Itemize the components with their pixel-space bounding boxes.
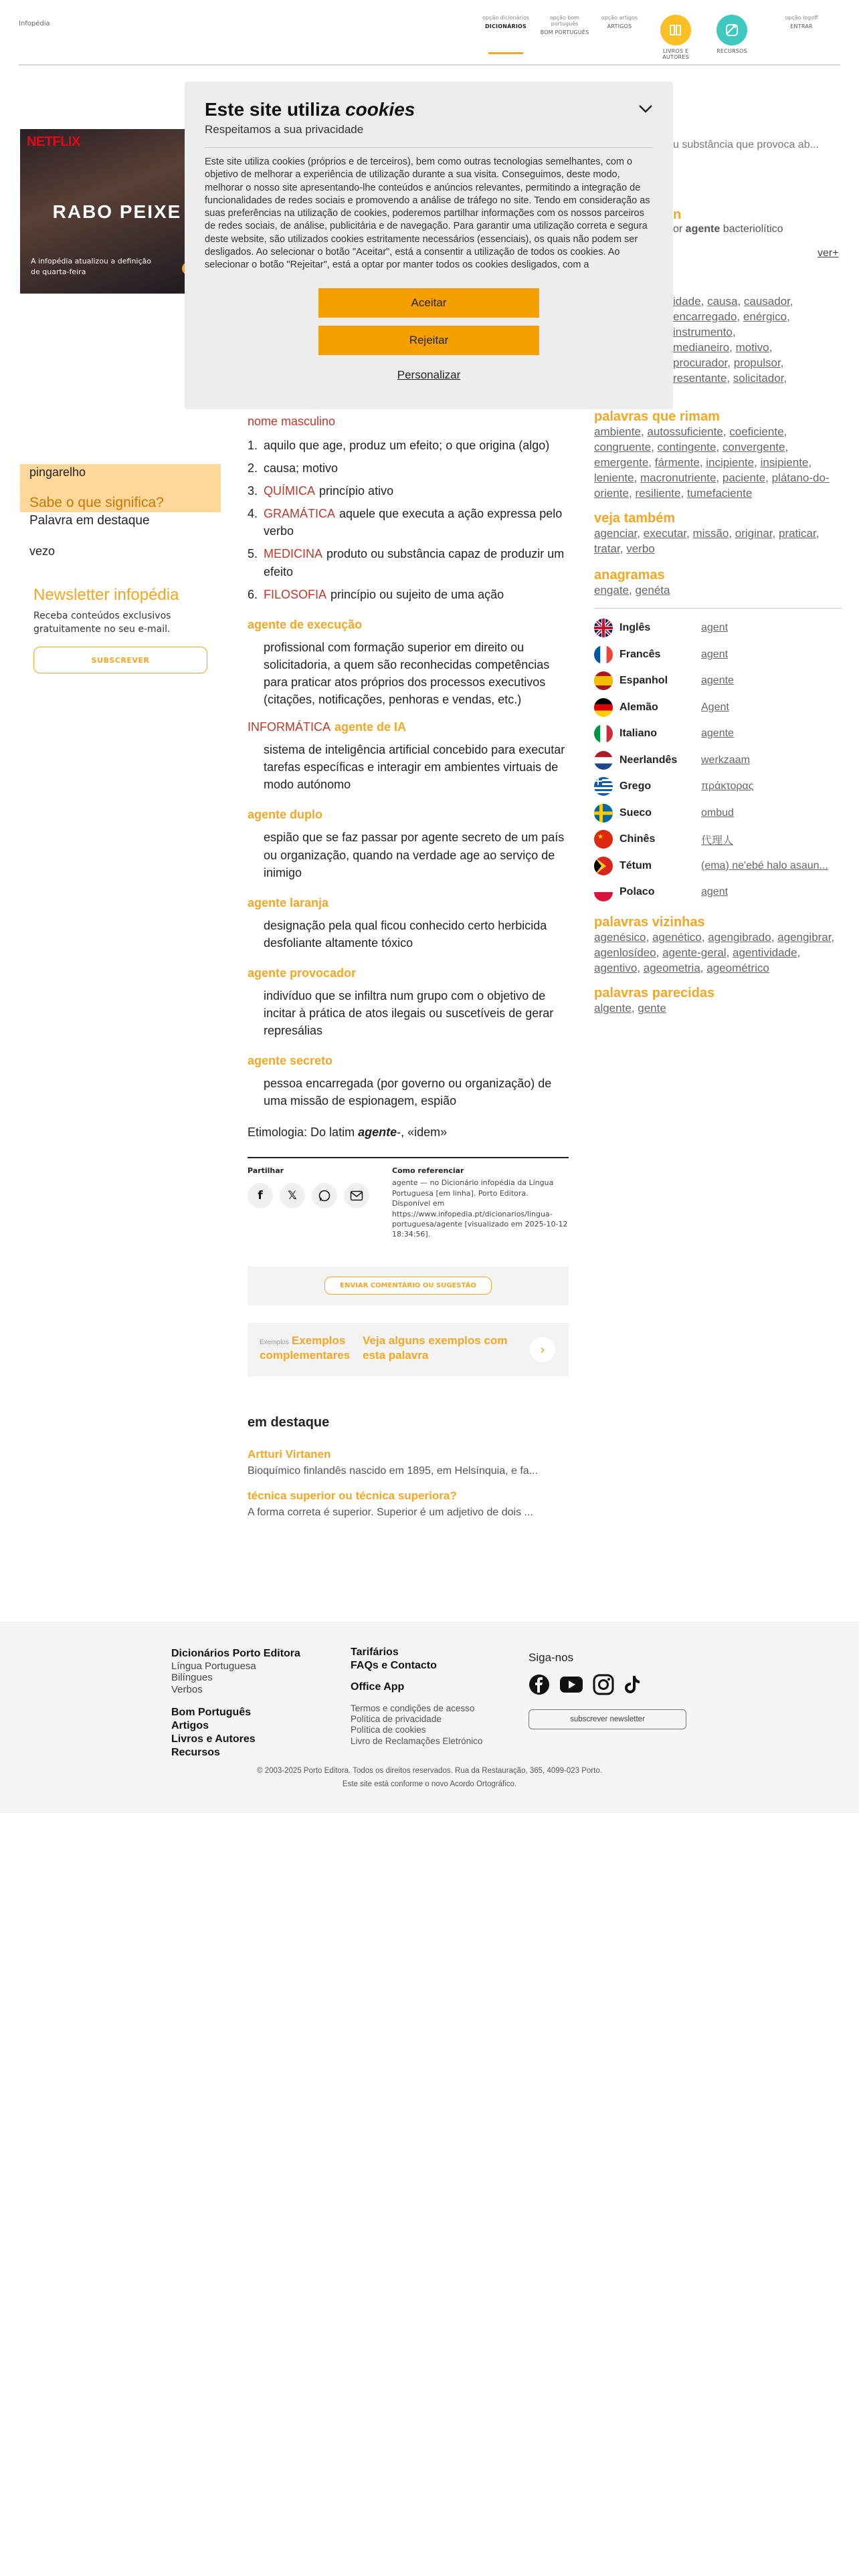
expression-definition: designação pela qual ficou conhecido certo herbicida desfoliante altamente tóxico [264, 918, 547, 950]
destaque-item[interactable] [248, 1448, 569, 1477]
sense-text: princípio ou sujeito de uma ação [330, 587, 504, 601]
frag3-pre: or [673, 223, 686, 235]
customize-cookies-link[interactable]: Personalizar [397, 368, 461, 381]
footer-link[interactable]: Política de privacidade [351, 1714, 442, 1725]
footer-link[interactable]: Livros e Autores [171, 1733, 256, 1745]
examples-box[interactable] [248, 1323, 569, 1376]
sense-number: 4. [248, 507, 258, 521]
share-reference-row [248, 1166, 569, 1239]
etymology [248, 1125, 569, 1140]
word-link[interactable]: algente [594, 1001, 632, 1014]
destaque-title[interactable]: Artturi Virtanen [248, 1447, 331, 1461]
bom-portugues-icon: opção bom português [549, 15, 580, 27]
language-name: Tétum [619, 859, 652, 871]
newsletter-text: Receba conteúdos exclusivos gratuitamente no seu e-mail. [33, 611, 171, 635]
sidebar-word-pingarelho[interactable]: pingarelho [29, 465, 86, 479]
sense-list [248, 437, 569, 603]
footer-link[interactable]: Língua Portuguesa [171, 1660, 256, 1672]
logoff-icon: opção logoff [785, 15, 818, 21]
vizinhas-title: palavras vizinhas [594, 915, 705, 930]
flag-cn-icon [594, 830, 613, 849]
footer-link[interactable]: Artigos [171, 1719, 209, 1731]
word-link[interactable]: insipiente [760, 455, 809, 469]
translation-row [594, 800, 842, 827]
translation-row [594, 721, 842, 748]
flag-de-icon [594, 698, 613, 717]
flag-se-icon [594, 804, 613, 823]
cookie-body-text: Este site utiliza cookies (próprios e de terceiros), bem como outras tecnologias semelhantes, com o objetivo de melhorar a experiência de utilização durante a sua visita. Conseguimos, deste modo, melhorar o nosso site apresentando-lhe conteúdos e anúncios relevantes, permitindo a integração de funcionalidades de redes sociais e promovendo a análise de tráfego no site. Tendo em consideração as suas preferências na utilização de cookies, poderemos partilhar informações com os nossos parceiros de redes sociais, de análise, publicitária e de navegação. Para garantir uma utilização correta e segura deste website, são utilizados cookies estritamente necessários (essenciais), os quais não podem ser desligados. Ao selecionar o botão "Aceitar", está a consentir a utilização de todos os cookies. Ao selecionar o botão "Rejeitar", está a optar por manter todos os cookies desligados, com a [205, 156, 650, 271]
nav-label: DICIONÁRIOS [484, 23, 527, 29]
flag-gr-icon [594, 777, 613, 796]
resources-icon [717, 15, 747, 45]
cookie-divider [205, 147, 653, 148]
examples-right-text: Veja alguns exemplos com esta palavra [363, 1333, 508, 1362]
flag-tl-icon [594, 857, 613, 875]
netflix-logo: NETFLIX [27, 134, 80, 149]
word-link[interactable]: agente-geral [662, 946, 727, 959]
nav-label: BOM PORTUGUÊS [540, 29, 589, 35]
translation-link[interactable]: agent [701, 622, 729, 634]
footer-social [529, 1651, 686, 1729]
translation-link[interactable]: werkzaam [701, 754, 750, 766]
parecidas-title: palavras parecidas [594, 985, 715, 1000]
footer-link[interactable]: Dicionários Porto Editora [171, 1648, 300, 1659]
word-link[interactable]: engate [594, 583, 629, 597]
etymology-word: agente [358, 1125, 397, 1140]
word-link[interactable]: emergente [594, 455, 649, 469]
nav-dicionarios[interactable] [479, 15, 533, 29]
translation-row [594, 694, 842, 721]
language-name: Neerlandês [619, 754, 678, 766]
footer-link[interactable]: Livro de Reclamações Eletrónico [351, 1735, 483, 1746]
sense-number: 1. [248, 439, 258, 452]
nav-livros-autores[interactable] [649, 15, 702, 60]
sidebar-word-vezo[interactable]: vezo [29, 544, 56, 558]
word-link[interactable]: macronutriente [640, 471, 717, 484]
vizinhas-list: agenésico, agenético, agengibrado, agengibrar, agenlosídeo, agente-geral, agentividade, agentivo, ageometria, ageométrico [594, 931, 835, 974]
related-link[interactable]: motivo [735, 340, 769, 354]
word-link[interactable]: originar [735, 526, 773, 540]
sense-text: produto ou substância capaz de produzir um efeito [264, 547, 565, 578]
related-link[interactable]: encarregado [673, 310, 737, 323]
translation-row [594, 641, 842, 668]
word-link[interactable]: coeficiente [729, 425, 784, 438]
nav-bom-portugues[interactable] [538, 15, 591, 35]
expression-title: agente de execução [248, 617, 363, 631]
translation-row [594, 668, 842, 695]
footer-office-app[interactable]: Office App [351, 1681, 405, 1693]
translation-row [594, 774, 842, 800]
word-link[interactable]: missão [692, 526, 729, 540]
footer-newsletter-button[interactable]: subscrever newsletter [529, 1709, 686, 1729]
right-column [594, 409, 842, 1016]
expression-definition: indivíduo que se infiltra num grupo com o objetivo de incitar à prática de atos ilegais ou suscetíveis de gerar represálias [264, 988, 554, 1038]
word-link[interactable]: ageométrico [706, 961, 769, 974]
examples-left [260, 1333, 360, 1363]
newsletter-box [33, 586, 209, 673]
sense-number: 2. [248, 461, 258, 475]
word-link[interactable]: agenésico [594, 931, 646, 944]
sense-item [248, 505, 569, 540]
whatsapp-icon[interactable] [312, 1183, 337, 1208]
sense-item [248, 586, 569, 603]
part-of-speech: nome masculino [248, 415, 336, 428]
facebook-icon[interactable]: f [248, 1183, 273, 1208]
translation-link[interactable]: agent [701, 886, 729, 898]
nav-label: ENTRAR [790, 23, 813, 29]
sense-text: princípio ativo [319, 484, 394, 498]
word-link[interactable]: genéta [635, 583, 670, 597]
related-link[interactable]: solicitador [733, 371, 784, 385]
ad-caption: A infopédia atualizou a definição de quarta-feira [31, 257, 151, 276]
ver-mais-link[interactable]: ver+ [818, 247, 839, 259]
share-icons [248, 1183, 392, 1208]
word-link[interactable]: contingente [657, 440, 717, 453]
expression-title: agente de IA [335, 720, 407, 734]
site-footer [0, 1622, 859, 1813]
footer-link[interactable]: Política de cookies [351, 1725, 426, 1735]
cookie-subtitle: Respeitamos a sua privacidade [205, 123, 364, 136]
sense-item [248, 482, 569, 500]
sense-text: aquilo que age, produz um efeito; o que origina (algo) [264, 439, 550, 452]
acordo-line: Este site está conforme o novo Acordo Ortográfico. [342, 1780, 517, 1788]
right-fragment-2: n [673, 207, 682, 222]
sense-item [248, 545, 569, 580]
footer-link[interactable]: Recursos [171, 1746, 220, 1758]
footer-link[interactable]: Bilíngues [171, 1672, 213, 1684]
artigos-icon: opção artigos [601, 15, 638, 21]
word-link[interactable]: agengibrado [708, 931, 771, 944]
language-name: Chinês [619, 833, 656, 845]
chevron-down-icon[interactable] [638, 100, 653, 118]
footer-link[interactable]: Verbos [171, 1683, 203, 1695]
ad-title: RABO PEIXE [52, 201, 182, 222]
send-comment-button[interactable]: ENVIAR COMENTÁRIO OU SUGESTÃO [324, 1277, 492, 1295]
instagram-icon[interactable] [593, 1674, 614, 1700]
sense-item [248, 437, 569, 454]
related-link[interactable]: causa [707, 295, 738, 308]
word-link[interactable]: agentividade [733, 946, 797, 959]
related-line: idade, causa, causador, [673, 295, 793, 308]
word-link[interactable]: agentivo [594, 961, 638, 974]
cookie-consent-modal [185, 82, 673, 409]
nav-label: ARTIGOS [607, 23, 632, 29]
footer-link[interactable]: Tarifários [351, 1646, 399, 1658]
newsletter-title: Newsletter infopédia [33, 586, 179, 604]
sense-number: 5. [248, 547, 258, 561]
etymology-suffix: -, «idem» [397, 1125, 448, 1140]
word-link[interactable]: verbo [626, 542, 655, 555]
language-name: Inglês [619, 622, 651, 634]
rimam-title: palavras que rimam [594, 409, 720, 424]
word-link[interactable]: plátano-do-oriente [594, 471, 830, 500]
sense-item [248, 459, 569, 477]
dicionarios-icon: opção dicionários [482, 15, 530, 21]
reject-cookies-button[interactable]: Rejeitar [318, 326, 539, 355]
word-link[interactable]: congruente [594, 440, 652, 453]
copyright-line: © 2003-2025 Porto Editora. Todos os direitos reservados. Rua da Restauração, 365, 4099-023 Porto. [257, 1767, 602, 1775]
expression-definition: espião que se faz passar por agente secreto de um país ou organização, quando na verdade age ao serviço de inimigo [264, 831, 565, 879]
expression-title: agente provocador [248, 966, 357, 980]
word-link[interactable]: agengibrar [777, 931, 832, 944]
sense-number: 3. [248, 484, 258, 498]
veja-list: agenciar, executar, missão, originar, praticar, tratar, verbo [594, 526, 820, 555]
related-line: medianeiro, motivo, [673, 340, 773, 354]
flag-uk-icon [594, 619, 613, 637]
site-header [19, 0, 840, 66]
footer-link[interactable]: Bom Português [171, 1706, 252, 1718]
language-name: Polaco [619, 886, 655, 898]
share-label: Partilhar [248, 1166, 284, 1176]
sidebar-palavra-destaque[interactable]: Palavra em destaque [29, 514, 150, 528]
word-link[interactable]: ambiente [594, 425, 641, 438]
word-link[interactable]: incipiente [706, 455, 755, 469]
word-link[interactable]: leniente [594, 471, 634, 484]
related-link[interactable]: procurador [673, 356, 728, 369]
flag-es-icon [594, 671, 613, 690]
sense-number: 6. [248, 587, 258, 601]
related-link[interactable]: causador [743, 295, 790, 308]
language-name: Espanhol [619, 675, 668, 687]
expression-title: agente laranja [248, 895, 329, 909]
destaque-title[interactable]: técnica superior ou técnica superiora? [248, 1489, 457, 1502]
sense-domain: FILOSOFIA [264, 587, 327, 601]
facebook-icon[interactable] [529, 1674, 550, 1700]
anagramas-list: engate, genéta [594, 583, 670, 597]
copyright [0, 1765, 859, 1791]
translation-link[interactable]: agente [701, 728, 734, 740]
nav-label: RECURSOS [717, 48, 747, 54]
books-icon [660, 15, 691, 45]
right-fragment-1: u substância que provoca ab... [673, 139, 819, 150]
flag-it-icon [594, 724, 613, 743]
flag-pl-icon [594, 883, 613, 901]
word-link[interactable]: paciente [722, 471, 766, 484]
related-line: resentante, solicitador, [673, 371, 787, 385]
accept-cookies-button[interactable]: Aceitar [318, 288, 539, 318]
newsletter-subscribe-button[interactable]: SUBSCREVER [33, 647, 207, 673]
expression-definition: pessoa encarregada (por governo ou organização) de uma missão de espionagem, espião [264, 1077, 552, 1108]
translation-row [594, 879, 842, 906]
divider [248, 1157, 569, 1158]
translation-row [594, 747, 842, 774]
destaque-item[interactable] [248, 1489, 569, 1519]
infopedia-logo[interactable]: Infopédia [19, 20, 50, 27]
related-words [673, 294, 840, 387]
cookie-title-prefix: Este site utiliza [205, 99, 346, 120]
expression-definition: sistema de inteligência artificial concebido para executar tarefas específicas e interagir em ambientes virtuais de modo autónomo [264, 743, 565, 792]
sense-text: aquele que executa a ação expressa pelo verbo [264, 507, 563, 538]
destaque-desc: Bioquímico finlandês nascido em 1895, em Helsínquia, e fa... [248, 1465, 539, 1477]
translations-table [594, 608, 842, 906]
translation-link[interactable]: agente [701, 675, 734, 687]
examples-left-text: Exemplos complementares [260, 1333, 351, 1362]
translation-row [594, 853, 842, 879]
translation-link[interactable]: (ema) ne'ebé halo asaun... [701, 859, 828, 871]
frag3-post: bacteriolítico [720, 223, 783, 235]
right-fragment-3 [673, 223, 783, 235]
expression-heading [248, 720, 569, 734]
footer-col-1 [171, 1647, 300, 1759]
sidebar-quiz-question[interactable]: Sabe o que significa? [29, 495, 164, 510]
language-name: Sueco [619, 807, 652, 819]
translation-link[interactable]: agent [701, 648, 729, 660]
veja-title: veja também [594, 510, 676, 526]
etymology-prefix: Etimologia: Do latim [248, 1125, 359, 1140]
parecidas-list: algente, gente [594, 1001, 666, 1014]
comment-box [248, 1267, 569, 1305]
word-link[interactable]: agenciar [594, 526, 638, 540]
chevron-right-icon[interactable]: › [530, 1337, 555, 1362]
destaque-desc: A forma correta é superior. Superior é um adjetivo de dois ... [248, 1506, 533, 1518]
word-link[interactable]: fármente [654, 455, 700, 469]
siga-nos-label: Siga-nos [529, 1651, 574, 1664]
svg-text:★: ★ [597, 833, 603, 841]
language-name: Alemão [619, 701, 658, 713]
translation-link[interactable]: ombud [701, 807, 734, 819]
examples-icon: Exemplos [260, 1338, 289, 1346]
nav-label: LIVROS E AUTORES [662, 48, 689, 60]
cookie-title-em: cookies [345, 99, 415, 120]
expression-domain: INFORMÁTICA [248, 720, 330, 734]
sense-domain: GRAMÁTICA [264, 507, 336, 521]
language-name: Francês [619, 648, 661, 660]
word-link[interactable]: resiliente [635, 486, 681, 500]
youtube-icon[interactable] [559, 1676, 583, 1698]
related-link[interactable]: resentante [673, 371, 727, 385]
word-link[interactable]: autossuficiente [647, 425, 723, 438]
related-link[interactable]: medianeiro [673, 340, 730, 354]
expression-title: agente secreto [248, 1054, 333, 1068]
translation-link[interactable]: 代理人 [701, 835, 734, 847]
tiktok-icon[interactable] [624, 1675, 641, 1699]
word-link[interactable]: praticar [778, 526, 816, 540]
expression-definition: profissional com formação superior em direito ou solicitadoria, a quem são reconhecidas competências para praticar atos próprios dos processos executivos (citações, notificações, penhoras e vendas, etc.) [264, 640, 550, 707]
language-name: Italiano [619, 728, 658, 740]
word-link[interactable]: agenlosídeo [594, 946, 656, 959]
flag-fr-icon [594, 645, 613, 664]
related-line: instrumento, [673, 325, 736, 338]
flag-nl-icon [594, 751, 613, 770]
translation-row [594, 615, 842, 642]
nav-artigos[interactable] [593, 15, 646, 29]
related-line: procurador, propulsor, [673, 356, 784, 369]
footer-link[interactable]: Termos e condições de acesso [351, 1703, 475, 1713]
related-link[interactable]: propulsor [733, 356, 781, 369]
expression-title: agente duplo [248, 808, 322, 822]
related-link[interactable]: idade [673, 295, 701, 308]
word-link[interactable]: ageometria [643, 961, 700, 974]
translation-link[interactable]: Agent [701, 701, 729, 713]
word-link[interactable]: tratar [594, 542, 620, 555]
em-destaque-heading: em destaque [248, 1414, 330, 1430]
sense-text: causa; motivo [264, 461, 339, 475]
x-icon[interactable]: 𝕏 [280, 1183, 305, 1208]
language-name: Grego [619, 780, 652, 792]
related-line: encarregado, enérgico, [673, 310, 790, 323]
cookie-title [205, 99, 653, 120]
reference-section [392, 1166, 569, 1239]
footer-col-2 [351, 1646, 482, 1747]
word-link[interactable]: executar [643, 526, 686, 540]
related-link[interactable]: instrumento [673, 325, 733, 338]
frag3-word: agente [685, 223, 721, 235]
email-icon[interactable] [344, 1183, 369, 1208]
nav-recursos[interactable] [705, 15, 759, 54]
translation-link[interactable]: πράκτορας [701, 780, 754, 792]
reference-label: Como referenciar [392, 1166, 464, 1176]
sense-domain: QUÍMICA [264, 484, 316, 498]
social-icons [529, 1674, 686, 1700]
reference-text: agente — no Dicionário infopédia da Língua Portuguesa [em linha]. Porto Editora. Disponível em https://www.infopedia.pt/dicionarios/lingua-portuguesa/agente [visualizado em 2025-10-12 18:34:56]. [392, 1178, 568, 1239]
entry-content [248, 415, 569, 1519]
anagramas-title: anagramas [594, 567, 665, 582]
related-link[interactable]: enérgico [743, 310, 787, 323]
footer-link[interactable]: FAQs e Contacto [351, 1660, 437, 1671]
nav-entrar[interactable] [775, 15, 828, 29]
sense-domain: MEDICINA [264, 547, 323, 561]
rimam-list: ambiente, autossuficiente, coeficiente, congruente, contingente, convergente, emergente, fármente, incipiente, insipiente, leniente, macronutriente, paciente, plátano-do-oriente, resiliente, tumefaciente [594, 425, 830, 500]
share-section [248, 1166, 392, 1239]
translation-row [594, 827, 842, 853]
word-link[interactable]: gente [638, 1001, 666, 1014]
word-link[interactable]: convergente [722, 440, 785, 453]
word-link[interactable]: agenético [652, 931, 702, 944]
word-link[interactable]: tumefaciente [686, 486, 753, 500]
